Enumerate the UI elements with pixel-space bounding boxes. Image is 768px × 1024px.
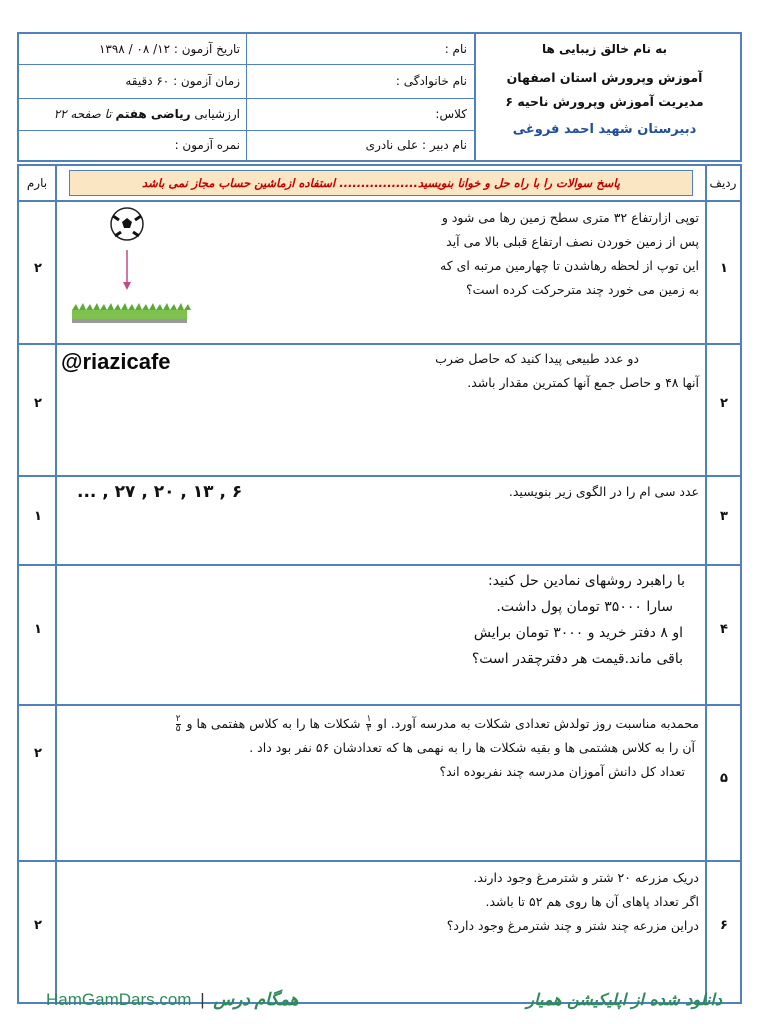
q6-text: دریک مزرعه ۲۰ شتر و شترمرغ وجود دارند. اگر تعداد پاهای آن ها روی هم ۵۲ تا باشد. دراین مزرعه چند شتر و چند شترمرغ وجود دارد؟ (446, 870, 699, 933)
q2-score: ۲ (34, 396, 42, 411)
riazicafe-watermark: @riazicafe (61, 349, 171, 374)
exam-duration: زمان آزمون : ۶۰ دقیقه (125, 74, 240, 88)
footer-site-link[interactable]: HamGamDars.com | همگام درس (46, 990, 299, 1009)
q2-text: دو عدد طبیعی پیدا کنید که حاصل ضرب آنها ۴۸ و حاصل جمع آنها کمترین مقدار باشد. (435, 351, 699, 390)
questions-table (17, 164, 742, 1004)
class-label: کلاس: (435, 107, 467, 121)
fraction-one-third: $\frac{۱}{۳}$ (366, 714, 372, 734)
org-province: آموزش وپرورش استان اصفهان (506, 70, 703, 85)
q5-row: ۵ (720, 771, 728, 786)
q3-number-pattern: ۶ , ۱۳ , ۲۰ , ۲۷ , ... (77, 482, 243, 502)
school-name: دبیرستان شهید احمد فروغی (512, 122, 697, 137)
footer (0, 986, 768, 1016)
soccer-ball-icon (69, 206, 194, 331)
q1-text: توپی ازارتفاع ۳۲ متری سطح زمین رها می شود و پس از زمین خوردن نصف ارتفاع قبلی بالا می آید این توپ از لحظه رهاشدن تا چهارمین مرتبه ای که به زمین می خورد چند مترحرکت کرده است؟ (440, 210, 699, 297)
name-label: نام : (444, 42, 467, 56)
q4-row: ۴ (720, 622, 728, 637)
exam-header (17, 32, 742, 162)
q3-text: عدد سی ام را در الگوی زیر بنویسید. (508, 484, 699, 499)
q4-text: با راهبرد روشهای نمادین حل کنید: سارا ۳۵۰۰۰ تومان پول داشت. او ۸ دفتر خرید و ۳۰۰۰ تومان برایش باقی ماند.قیمت هر دفترچقدر است؟ (471, 573, 685, 667)
teacher-name: نام دبیر : علی نادری (365, 138, 467, 152)
q3-row: ۳ (720, 509, 728, 524)
org-district: مدیریت آموزش وپرورش ناحیه ۶ (505, 94, 704, 109)
q1-score: ۲ (34, 261, 42, 276)
exam-subject: ارزشیابی ریاضی هفتم تا صفحه ۲۲ (53, 107, 240, 121)
q4-score: ۱ (34, 622, 42, 637)
q6-score: ۲ (34, 918, 42, 933)
instruction-text: پاسخ سوالات را با راه حل و خوانا بنویسید.................. استفاده ازماشین حساب مجاز نمی باشد (142, 176, 620, 190)
score-label: نمره آزمون : (174, 138, 240, 152)
q6-row: ۶ (720, 918, 728, 933)
score-column-header: بارم (26, 176, 48, 190)
footer-app-credit: دانلود شده از اپلیکیشن همیار (526, 990, 722, 1009)
q5-line1: محمدبه مناسبت روز تولدش تعدادی شکلات به مدرسه آورد. او $\frac{۱}{۳}$ شکلات ها را به کلاس هفتمی ها و $\frac{۲}{۵}$ (175, 714, 699, 734)
fraction-two-fifths: $\frac{۲}{۵}$ (175, 714, 181, 734)
instruction-bar (69, 170, 693, 196)
ball-drop-illustration (69, 206, 194, 331)
q5-text: محمدبه مناسبت روز تولدش تعدادی شکلات به مدرسه آورد. او $\frac{۱}{۳}$ شکلات ها را به کلاس هفتمی ها و $\frac{۲}{۵}$ آن را به کلاس هشتمی ها و بقیه شکلات ها را به نهمی ها که تعدادشان ۵۶ نفر بود داد . تعداد کل دانش آموزان مدرسه چند نفربوده اند؟ (79, 712, 699, 784)
row-column-header: ردیف (709, 176, 737, 190)
bismillah: به نام خالق زیبایی ها (541, 42, 668, 56)
q3-score: ۱ (34, 509, 42, 524)
q5-score: ۲ (34, 746, 42, 761)
family-label: نام خانوادگی : (395, 74, 467, 88)
exam-date: تاریخ آزمون : ۱۲/ ۰۸ / ۱۳۹۸ (98, 42, 240, 56)
q2-row: ۲ (720, 396, 728, 411)
q1-row: ۱ (720, 261, 728, 276)
